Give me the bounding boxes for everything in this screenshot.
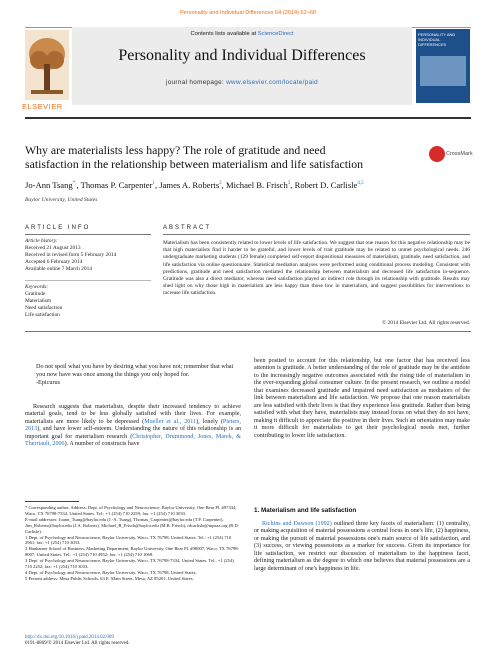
keyword: Materialism [25,298,52,304]
accepted-date: Accepted 6 February 2014 [25,259,83,265]
citation-link[interactable]: Mueller et al., 2011 [144,418,197,425]
section-paragraph [254,521,470,573]
paragraph-text: ). A number of constructs have [64,441,140,448]
author-name: James A. Roberts [159,180,220,190]
author-name: Jo-Ann Tsang [25,180,73,190]
paragraph-text: outlined three key facets of materialism: (1) centrality, or making acquisition of material possessions a central focus in one's life, (2) happiness, or making the pursuit of material possessions one's main source of life satisfaction, and (3) success, or viewing possessions as a marker for success. Given its importance for life satisfaction, we restrict our discussion of materialism to the happiness facet, defining materialism as the degree to which one believes that material possessions are a large determinant of one's happiness in life. [254,521,470,572]
title-line-1: Why are materialists less happy? The role of gratitude and need [25,143,326,157]
epigraph [36,363,240,387]
author-sup[interactable]: 4,5 [357,181,364,187]
keywords [25,284,155,319]
homepage-link[interactable]: www.elsevier.com/locate/paid [226,79,318,86]
masthead-band [72,27,412,105]
footnote: 4 Dept. of Psychology and Neuroscience, Baylor University, Waco, TX 76798, United States. [25,569,197,575]
author-sup[interactable]: 2 [219,181,222,187]
cover-image [420,56,466,86]
title-line-2: satisfaction in the relationship between materialism and life satisfaction [25,156,364,171]
author-sup[interactable]: 1 [152,181,155,187]
sciencedirect-link[interactable]: ScienceDirect [257,31,294,37]
keyword: Life satisfaction [25,312,60,318]
article-title [25,144,415,171]
footnote: 2 Hankamer School of Business, Marketing Department, Baylor University, One Bear Pl. #98007, Waco, TX 76798-8007, United States. Tel.: +1 (254) 710 4952; fax: +1 (254) 710 1068. [25,546,240,558]
footnote: * Corresponding author. Address: Dept. of Psychology and Neuroscience, Baylor University, One Bear Pl. #97334, Waco, TX 76798-7334, United States. Tel.: +1 (254) 710 2259; fax: +1 (254) 710 3033. [25,505,237,516]
cover-title: PERSONALITY AND INDIVIDUAL DIFFERENCES [418,32,456,47]
journal-reference[interactable]: Personality and Individual Differences 64 (2014) 62–68 [179,10,317,16]
contents-prefix: Contents lists available at [190,31,258,37]
left-paragraph [25,404,241,449]
paragraph-text: Research suggests that materialists, despite their increased tendency to achieve material goals, tend to be less globally satisfied with their lives. For example, materialists are more likely to be depressed ( [25,404,241,425]
paragraph-text: ), lonely ( [196,418,223,425]
history-label: Article history: [25,238,58,244]
author-sup[interactable]: *, [72,181,77,187]
citation-link[interactable]: Pieters, 2013 [25,418,241,433]
doi-block [25,635,130,647]
footnote: 3 Dept. of Psychology and Neuroscience, Baylor University, Waco, TX 76798-7334, United States. Tel.: +1 (254) 710 2252; fax: +1 (254) 710 3033. [25,558,234,570]
abstract-rule [163,234,470,235]
received-date: Received 21 August 2013 [25,245,81,251]
homepage-prefix: journal homepage: [166,79,227,86]
abstract-bottom-rule [25,331,471,332]
online-date: Available online 7 March 2014 [25,266,92,272]
info-rule [25,234,151,235]
section-heading: 1. Materialism and life satisfaction [254,507,357,514]
footnote[interactable]: E-mail addresses: Joann_Tsang@baylor.edu (J.-A. Tsang), Thomas_Carpenter@baylor.edu (T.P. Carpenter), Jim_Roberts@baylor.edu (J.A. Roberts), Michael_B_Frisch@baylor.edu (M.B. Frisch), rdcarlisle@mpsaz.org (R.D. Carlisle). [25,516,239,534]
abstract-copyright: © 2014 Elsevier Ltd. All rights reserved. [382,320,470,326]
footnote: 1 Dept. of Psychology and Neuroscience, Baylor University, Waco, TX 76798, United States. Tel.: +1 (254) 710 2961; fax: +1 (254) 710 3033. [25,534,232,546]
footnote-rule [25,501,79,502]
doi-link[interactable]: http://dx.doi.org/10.1016/j.paid.2014.02.009 [25,635,114,640]
contents-line [72,31,412,37]
epigraph-author: -Epicurus [36,379,61,386]
author-sup[interactable]: 3 [287,181,291,187]
article-history [25,238,155,273]
author-name: Robert D. Carlisle [294,180,358,190]
author-name: Thomas P. Carpenter [80,180,153,190]
crossmark-icon[interactable] [429,146,445,162]
right-paragraph: been posited to account for this relationship, but one factor that has received less attention is gratitude. A better understanding of the role of gratitude may be the antidote to the increasingly negative outcomes associated with the rising tide of materialism in the ever-expanding global consumer culture. In the present research, we outline a model that examines decreased gratitude and impaired need satisfaction as mediators of the link between materialism and life satisfaction. We propose that one reason materialists are less satisfied with their lives is that they experience less gratitude. Rather than being satisfied with what they have, materialists may instead focus on what they do not have, making it difficult to appreciate the positive in their lives. Such an orientation may make it more difficult for materialists to get their psychological needs met, further contributing to lower life satisfaction. [254,358,470,439]
elsevier-tree-logo [25,30,69,106]
keyword: Gratitude [25,291,46,297]
journal-title: Personality and Individual Differences [118,47,366,64]
info-divider [25,280,151,281]
abstract-heading: ABSTRACT [163,225,212,231]
publisher-name: ELSEVIER [22,102,63,111]
footnote: 5 Present address: Mesa Public Schools, 63 E. Main Street, Mesa, AZ 85201, United States. [25,575,194,581]
author-name: Michael B. Frisch [225,180,288,190]
article-info-heading: ARTICLE INFO [25,225,91,231]
citation-link[interactable]: Richins and Dawson (1992) [262,521,332,527]
masthead-bottom-rule [25,117,471,119]
affiliation: Baylor University, United States [25,197,98,203]
keywords-label: Keywords: [25,284,49,290]
issn-line: 0191-8869/© 2014 Elsevier Ltd. All rights reserved. [25,641,130,646]
abstract-text: Materialism has been consistently related to lower levels of life satisfaction. We suggest that one reason for this negative relationship may be that high materialists find it harder to be grateful, and lower levels of trait gratitude may be related to unmet psychological needs. 246 undergraduate marketing students (129 female) completed self-report dispositional measures of materialism, gratitude, need satisfaction, and life satisfaction via online questionnaire. Statistical mediation analyses were performed using conditional process modeling. Consistent with predictions, gratitude and need satisfaction mediated the relationship between materialism and decreased life satisfaction in-sequence. Gratitude was also a direct mediator, whereas need satisfaction played an indirect role through its relationship with gratitude. Results may shed light on why those high in materialism are less happy than those low in materialism, and suggest possibilities for interventions to increase life satisfaction. [163,240,470,297]
epigraph-text: Do not spoil what you have by desiring what you have not; remember that what you now have was once among the things you only hoped for. [36,363,234,378]
paragraph-text: ), and have lower self-esteem. Understanding the nature of this relationship is an important goal for materialism research ( [25,426,241,440]
journal-homepage [72,79,412,86]
crossmark-label[interactable]: CrossMark [446,151,473,157]
keyword: Need satisfaction [25,305,63,311]
author-list: Jo-Ann Tsang*,, Thomas P. Carpenter$^1$, James A. Roberts$^2$, Michael B. Frisch$^3$, Robert D. Carlisle$^{4,5}$ [25,180,364,190]
footnotes [25,505,241,582]
revised-date: Received in revised form 5 February 2014 [25,252,117,258]
citation-link[interactable]: Christopher, Drummond, Jones, Marek, & Therriault, 2006 [25,433,242,448]
